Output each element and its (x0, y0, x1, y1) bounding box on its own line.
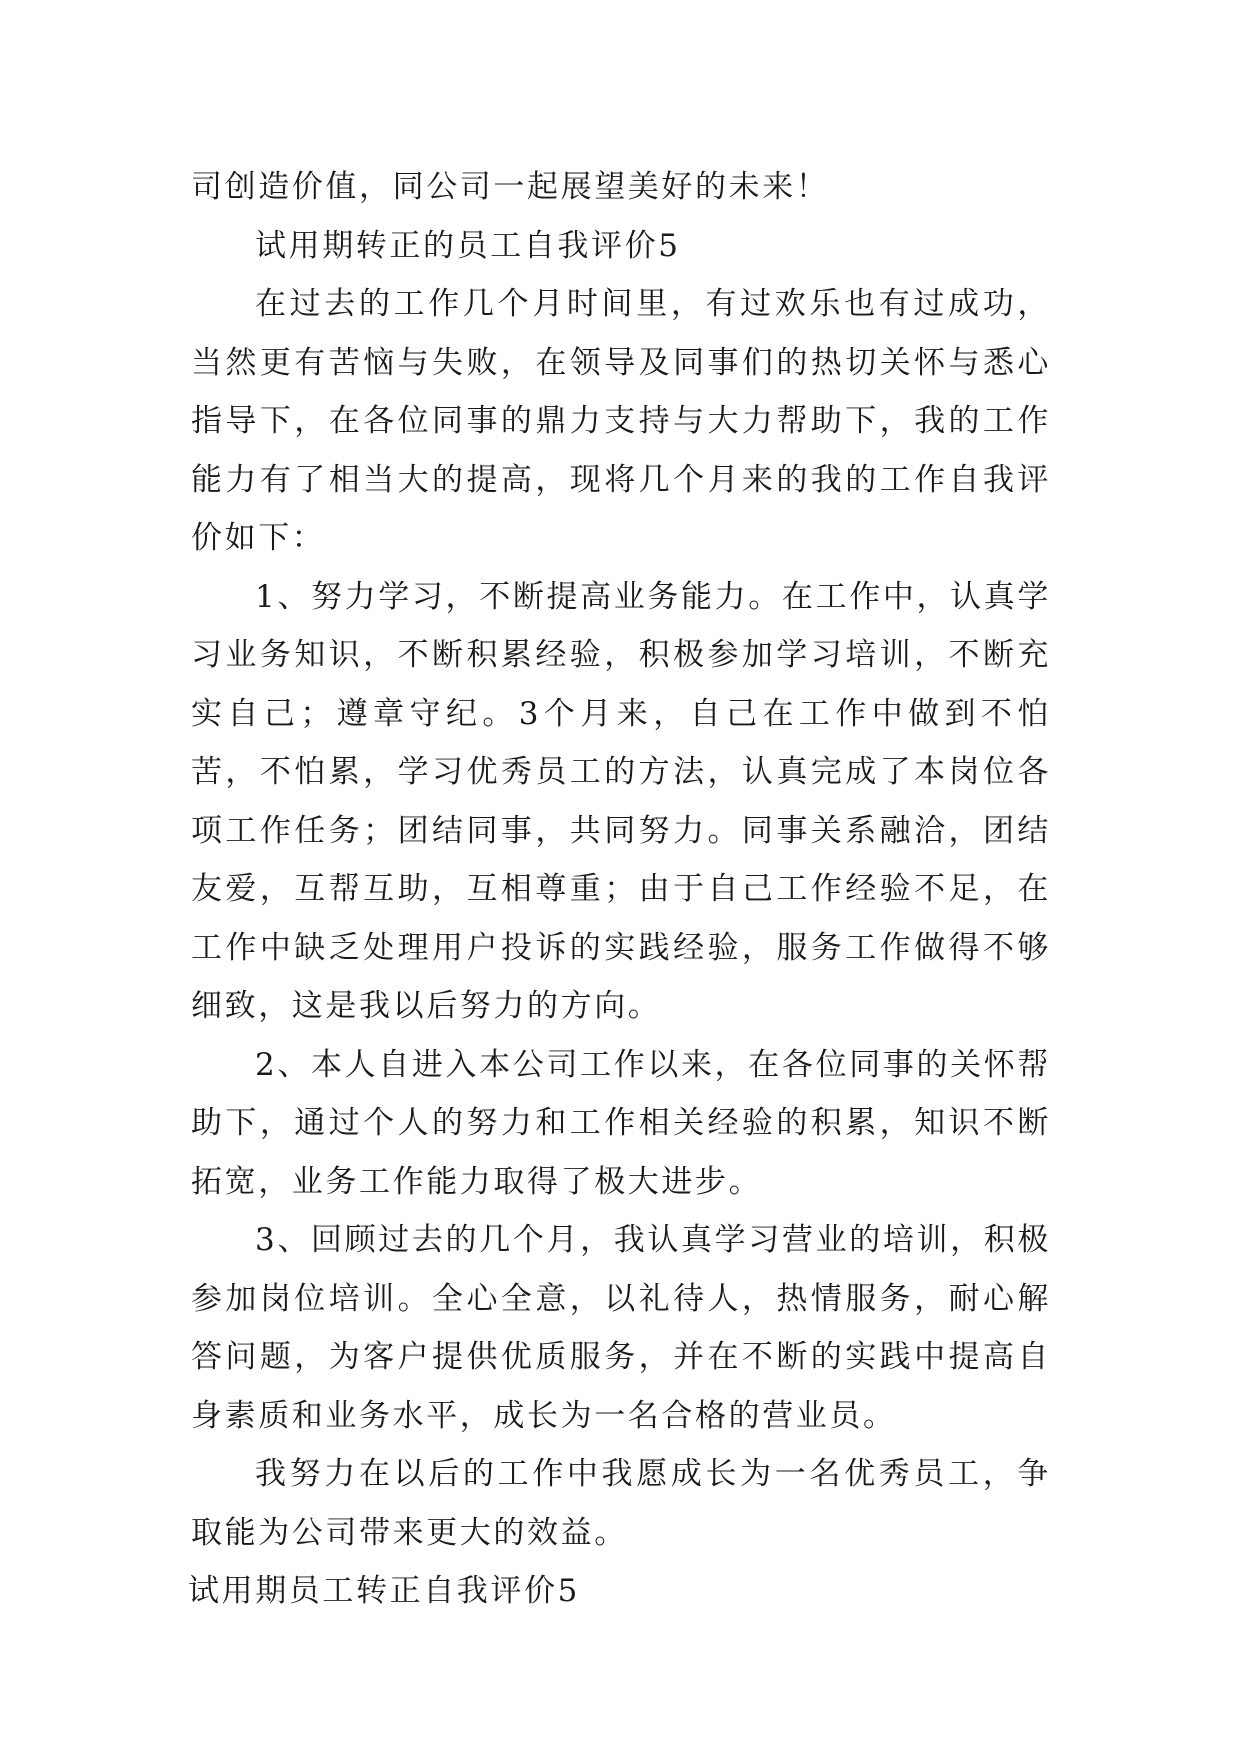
document-body (188, 158, 1051, 1621)
section-heading: 试用期转正的员工自我评价5 (255, 227, 681, 264)
paragraph-continuation: 司创造价值，同公司一起展望美好的未来！ (191, 169, 830, 205)
next-section-heading: 试用期员工转正自我评价5 (188, 1573, 580, 1609)
paragraph-item-3: 3、回顾过去的几个月，我认真学习营业的培训，积极参加岗位培训。全心全意，以礼待人，热情服务，耐心解答问题，为客户提供优质服务，并在不断的实践中提高自身素质和业务水平，成长为一名合格的营业员。 (191, 1222, 1051, 1434)
paragraph-closing: 我努力在以后的工作中我愿成长为一名优秀员工，争取能为公司带来更大的效益。 (191, 1456, 1051, 1551)
paragraph-item-2: 2、本人自进入本公司工作以来，在各位同事的关怀帮助下，通过个人的努力和工作相关经验的积累，知识不断拓宽，业务工作能力取得了极大进步。 (191, 1046, 1051, 1200)
paragraph-item-1: 1、努力学习，不断提高业务能力。在工作中，认真学习业务知识，不断积累经验，积极参加学习培训，不断充实自己；遵章守纪。3个月来，自己在工作中做到不怕苦，不怕累，学习优秀员工的方法，认真完成了本岗位各项工作任务；团结同事，共同努力。同事关系融洽，团结友爱，互帮互助，互相尊重；由于自己工作经验不足，在工作中缺乏处理用户投诉的实践经验，服务工作做得不够细致，这是我以后努力的方向。 (191, 578, 1051, 1024)
paragraph-intro: 在过去的工作几个月时间里，有过欢乐也有过成功，当然更有苦恼与失败，在领导及同事们的热切关怀与悉心指导下，在各位同事的鼎力支持与大力帮助下，我的工作能力有了相当大的提高，现将几个月来的我的工作自我评价如下： (191, 286, 1051, 556)
